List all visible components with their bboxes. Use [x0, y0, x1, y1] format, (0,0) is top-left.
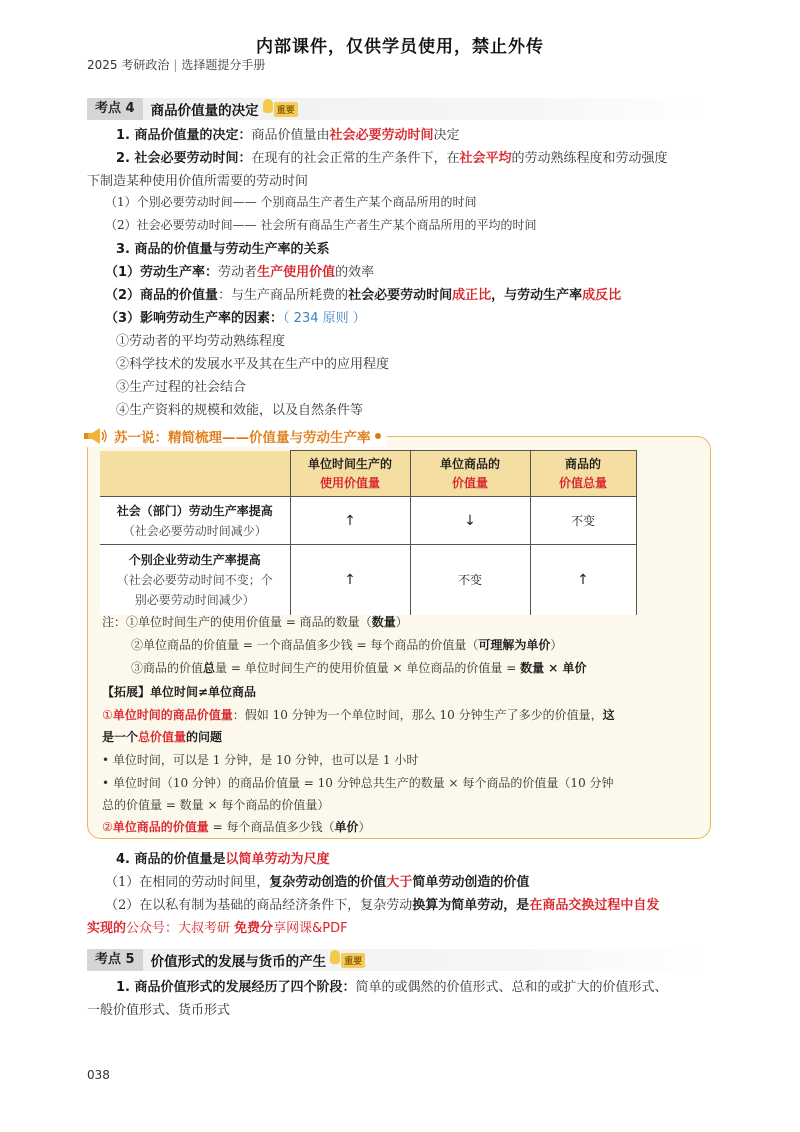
note1-bold: 数量 [371, 615, 396, 629]
item3-sub1-tail: 的效率 [335, 265, 375, 280]
item2-tail: 的劳动熟练程度和劳动强度 [511, 151, 668, 166]
watermark-banner: 内部课件，仅供学员使用，禁止外传 [256, 37, 544, 57]
item1-text: 商品价值量由 [251, 128, 330, 143]
factor-3: ③生产过程的社会结合 [116, 380, 247, 395]
row1-unit-value: ↓ [410, 497, 530, 545]
note2-tail: ） [550, 638, 563, 652]
extension-label: 【拓展】单位时间≠单位商品 [102, 685, 257, 699]
extension-2 [102, 818, 371, 835]
ext2-text: = 每个商品值多少钱（ [208, 820, 335, 834]
ext1-highlight2: 总价值量 [138, 730, 187, 744]
item4-sub1-text: （1）在相同的劳动时间里， [105, 875, 270, 890]
extension-1-cont [102, 728, 222, 745]
item3-sub1-highlight: 生产使用价值 [257, 265, 336, 280]
item3-label: 3. 商品的价值量与劳动生产率的关系 [116, 242, 330, 257]
important-badge [330, 953, 365, 968]
factor-4: ④生产资料的规模和效能，以及自然条件等 [116, 403, 364, 418]
item4-sub2-highlight: 在商品交换过程中自发 [529, 898, 660, 913]
item3-sub2-label: （2）商品的价值量 [105, 288, 219, 303]
table-corner [100, 451, 290, 497]
row2-line2: （社会必要劳动时间不变；个 [116, 572, 273, 587]
col2-line2: 价值量 [451, 475, 488, 490]
item3-sub3-label: （3）影响劳动生产率的因素： [105, 311, 284, 326]
item4 [116, 848, 330, 867]
point4-tag: 考点 4 [87, 98, 143, 120]
item4-sub2-mid: ，是 [503, 898, 530, 913]
item2-label: 2. 社会必要劳动时间： [116, 151, 252, 166]
ext1-highlight: 单位时间的商品价值量 [112, 708, 233, 722]
principle-link[interactable]: （ 234 原则 ） [283, 311, 366, 326]
col-header-unit-value [410, 451, 530, 497]
note1-tail: ） [395, 615, 408, 629]
bullet-2-cont: 总的价值量 = 数量 × 每个商品的价值量） [102, 798, 330, 812]
item2-sub1: （1）个别必要劳动时间—— 个别商品生产者生产某个商品所用的时间 [105, 195, 477, 209]
ext2-highlight: 单位商品的价值量 [112, 820, 209, 834]
item2-line2: 下制造某种使用价值所需要的劳动时间 [87, 174, 309, 189]
item3-sub2-red1: 成正比 [452, 288, 492, 303]
item4-highlight: 以简单劳动为尺度 [225, 852, 330, 867]
item1-tail: 决定 [433, 128, 460, 143]
important-badge-label: 重要 [341, 953, 365, 968]
bullet-1: • 单位时间，可以是 1 分钟，是 10 分钟，也可以是 1 小时 [102, 753, 419, 767]
note2-text: ②单位商品的价值量 = 一个商品值多少钱 = 每个商品的价值量（ [131, 638, 479, 652]
point4-title: 商品价值量的决定 [150, 103, 259, 119]
point4-item1 [116, 124, 460, 143]
item1-label: 1. 商品价值量的决定： [116, 128, 252, 143]
item4-sub1 [105, 871, 529, 890]
row1-use-value: ↑ [290, 497, 410, 545]
point5-item1-text: 简单的或偶然的价值形式、总和的或扩大的价值形式、 [355, 980, 668, 995]
table-row [100, 497, 636, 545]
point5-header [87, 949, 711, 971]
row1-header [100, 497, 290, 545]
item4-label: 4. 商品的价值量是 [116, 852, 226, 867]
point5-title: 价值形式的发展与货币的产生 [150, 954, 327, 970]
lightbulb-icon [330, 950, 340, 964]
ext1-num: ① [102, 708, 113, 722]
item4-sub2-text: （2）在以私有制为基础的商品经济条件下，复杂劳动 [105, 898, 413, 913]
item4-sub2-bold: 换算为简单劳动 [412, 898, 504, 913]
col1-line1: 单位时间生产的 [307, 456, 392, 471]
important-badge-label: 重要 [274, 102, 298, 117]
item3-sub2-bold1: 社会必要劳动时间 [348, 288, 453, 303]
note-2 [131, 636, 562, 653]
col2-line1: 单位商品的 [439, 456, 500, 471]
item4-sub1-tail: 简单劳动创造的价值 [412, 875, 530, 890]
book-title: 2025 考研政治 [87, 58, 170, 72]
row2-total-value: ↑ [530, 545, 636, 615]
item4-sub2-cont [87, 917, 348, 936]
point4-header [87, 98, 711, 120]
point5-item1-cont: 一般价值形式、货币形式 [87, 1003, 231, 1018]
col3-line1: 商品的 [564, 456, 601, 471]
item3-sub1-text: 劳动者 [218, 265, 258, 280]
lightbulb-icon [263, 99, 273, 113]
note-3 [131, 659, 587, 676]
item4-cont-red: 实现的 [87, 921, 127, 936]
ext1-bold: 这 [602, 708, 615, 722]
extension-1 [102, 706, 615, 723]
row2-use-value: ↑ [290, 545, 410, 615]
item4-sub1-bold: 复杂劳动创造的价值 [269, 875, 387, 890]
factor-2: ②科学技术的发展水平及其在生产中的应用程度 [116, 357, 390, 372]
page-number: 038 [87, 1068, 110, 1082]
wechat-free: 免费分 [234, 921, 274, 936]
section-title: 选择题提分手册 [181, 58, 266, 72]
row2-unit-value: 不变 [410, 545, 530, 615]
point5-tag: 考点 5 [87, 949, 143, 971]
note3-tail: 数量 × 单价 [520, 661, 587, 675]
bullet-2: • 单位时间（10 分钟）的商品价值量 = 10 分钟总共生产的数量 × 每个商品的价值量（10 分钟 [102, 776, 614, 790]
row2-header [100, 545, 290, 615]
note-1 [102, 613, 408, 630]
item3-sub2 [105, 284, 621, 303]
important-badge [263, 102, 298, 117]
ext1-tail: 的问题 [186, 730, 223, 744]
ext1-text: ：假如 10 分钟为一个单位时间，那么 10 分钟生产了多少的价值量， [232, 708, 603, 722]
row1-line1: 社会（部门）劳动生产率提高 [116, 503, 273, 518]
ext1-cont-bold: 是一个 [102, 730, 139, 744]
table-row [100, 545, 636, 615]
item4-sub1-highlight: 大于 [386, 875, 413, 890]
row2-line1: 个别企业劳动生产率提高 [128, 552, 261, 567]
item3-sub3 [105, 307, 366, 326]
item3-sub1 [105, 261, 374, 280]
table-header-row [100, 451, 636, 497]
summary-title: 苏一说：精简梳理——价值量与劳动生产率 [114, 430, 371, 446]
title-dot [375, 433, 381, 439]
summary-box-title [82, 425, 387, 447]
col-header-total-value [530, 451, 636, 497]
col1-line2: 使用价值量 [319, 475, 380, 490]
item4-sub2 [105, 894, 659, 913]
note2-bold: 可理解为单价 [478, 638, 551, 652]
item2-sub2: （2）社会必要劳动时间—— 社会所有商品生产者生产某个商品所用的平均的时间 [105, 218, 537, 232]
ext2-tail: ） [358, 820, 371, 834]
note3-bold: 总 [203, 661, 216, 675]
ext2-bold: 单价 [334, 820, 359, 834]
note3-mid: 量 = 单位时间生产的使用价值量 × 单位商品的价值量 = [215, 661, 521, 675]
row1-total-value: 不变 [530, 497, 636, 545]
separator: | [173, 58, 178, 72]
factor-1: ①劳动者的平均劳动熟练程度 [116, 334, 286, 349]
point4-item2 [116, 147, 668, 166]
comparison-table [100, 450, 637, 615]
col3-line2: 价值总量 [558, 475, 607, 490]
point5-item1 [116, 976, 668, 995]
note3-text: ③商品的价值 [131, 661, 204, 675]
note1-text: 注：①单位时间生产的使用价值量 = 商品的数量（ [102, 615, 372, 629]
item3-sub2-red2: 成反比 [582, 288, 622, 303]
row2-line3: 别必要劳动时间减少） [134, 592, 255, 607]
col-header-use-value [290, 451, 410, 497]
megaphone-icon [82, 426, 108, 446]
wechat-account: 公众号：大叔考研 [126, 921, 235, 936]
row1-line2: （社会必要劳动时间减少） [122, 523, 267, 538]
ext2-num: ② [102, 820, 113, 834]
item1-highlight: 社会必要劳动时间 [329, 128, 434, 143]
item3-sub2-bold2: ，与劳动生产率 [491, 288, 583, 303]
item2-text: 在现有的社会正常的生产条件下，在 [251, 151, 460, 166]
wechat-share: 享网课&PDF [273, 921, 348, 936]
item2-highlight: 社会平均 [459, 151, 512, 166]
running-head [87, 56, 265, 73]
point5-item1-label: 1. 商品价值形式的发展经历了四个阶段： [116, 980, 356, 995]
item3-sub1-label: （1）劳动生产率： [105, 265, 219, 280]
item3-sub2-text: ：与生产商品所耗费的 [218, 288, 349, 303]
